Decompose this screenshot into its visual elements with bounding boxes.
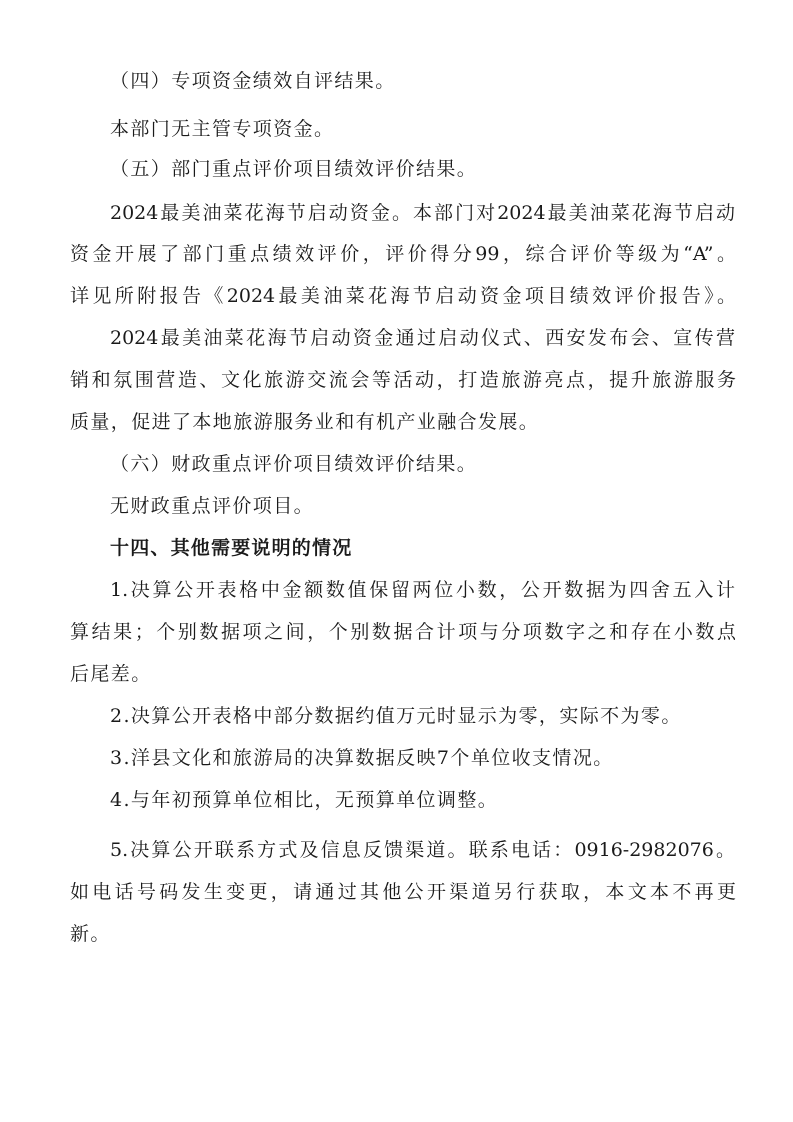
paragraph-line: 质量，促进了本地旅游服务业和有机产业融合发展。	[70, 411, 540, 433]
paragraph-note-2: 2.决算公开表格中部分数据约值万元时显示为零，实际不为零。	[110, 705, 682, 727]
paragraph-line: 5.决算公开联系方式及信息反馈渠道。联系电话：0916-2982076。	[110, 839, 735, 861]
paragraph-line: 算结果；个别数据项之间，个别数据合计项与分项数字之和存在小数点	[70, 621, 736, 643]
paragraph-line: 2024最美油菜花海节启动资金。本部门对2024最美油菜花海节启动	[110, 202, 735, 224]
subsection-heading-4: （四）专项资金绩效自评结果。	[110, 70, 396, 92]
paragraph-line: 如电话号码发生变更，请通过其他公开渠道另行获取，本文本不再更	[70, 881, 736, 903]
paragraph-line: 2024最美油菜花海节启动资金通过启动仪式、西安发布会、宣传营	[110, 327, 735, 349]
subsection-heading-6: （六）财政重点评价项目绩效评价结果。	[110, 453, 478, 475]
paragraph-note-3: 3.洋县文化和旅游局的决算数据反映7个单位收支情况。	[110, 747, 614, 769]
paragraph-line: 1.决算公开表格中金额数值保留两位小数，公开数据为四舍五入计	[110, 579, 735, 601]
paragraph-no-special-funds: 本部门无主管专项资金。	[110, 118, 335, 140]
paragraph-no-fiscal-projects: 无财政重点评价项目。	[110, 495, 315, 517]
paragraph-note-4: 4.与年初预算单位相比，无预算单位调整。	[110, 789, 499, 811]
paragraph-line: 详见所附报告《2024最美油菜花海节启动资金项目绩效评价报告》。	[70, 285, 736, 307]
paragraph-line: 后尾差。	[70, 663, 152, 685]
paragraph-line: 新。	[70, 923, 111, 945]
section-heading-14: 十四、其他需要说明的情况	[110, 537, 353, 559]
paragraph-line: 销和氛围营造、文化旅游交流会等活动，打造旅游亮点，提升旅游服务	[70, 369, 736, 391]
subsection-heading-5: （五）部门重点评价项目绩效评价结果。	[110, 158, 478, 180]
paragraph-line: 资金开展了部门重点绩效评价，评价得分99，综合评价等级为“A”。	[70, 243, 736, 265]
